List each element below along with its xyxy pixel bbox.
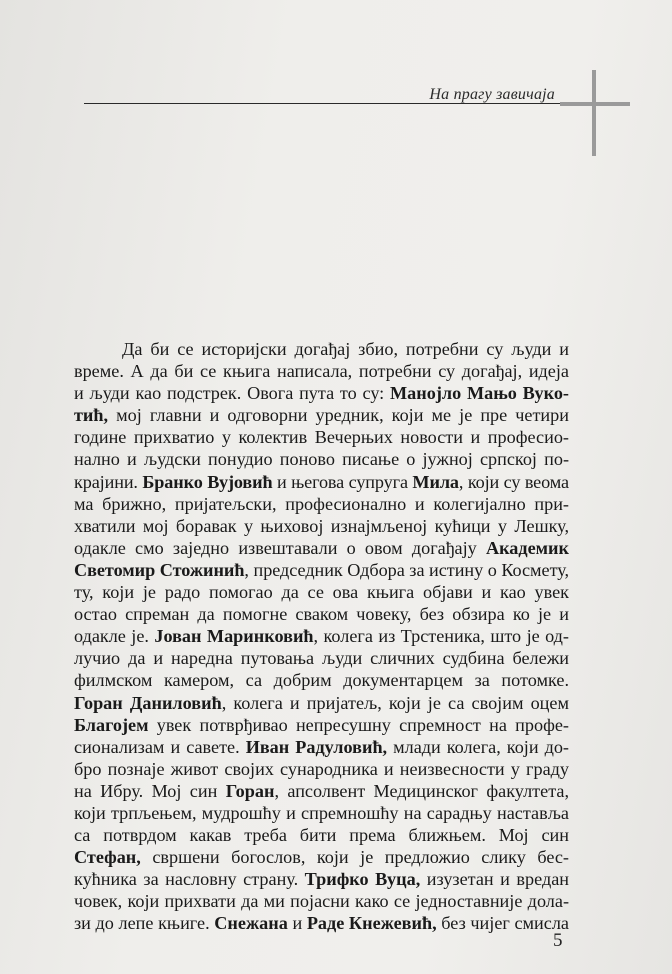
bold-name: Снежана bbox=[214, 913, 288, 934]
text-line bbox=[74, 669, 569, 691]
page-number: 5 bbox=[553, 930, 563, 951]
text-line bbox=[74, 493, 569, 515]
bold-name: Иван Радуловић, bbox=[245, 736, 388, 757]
text-line bbox=[74, 360, 569, 382]
text-run: ма брижно, пријатељски, професионално и колегијално при- bbox=[74, 493, 569, 514]
text-run: млади колега, који до- bbox=[387, 736, 569, 757]
text-line bbox=[74, 912, 569, 934]
text-line bbox=[74, 338, 569, 360]
text-run: човек, који прихвати да ми појасни како се једноставније дола- bbox=[74, 891, 569, 912]
text-run: одакле је. bbox=[74, 626, 155, 647]
bold-name: Горан Даниловић bbox=[74, 692, 222, 713]
text-run: , колега и пријатељ, који је са својим оцем bbox=[221, 692, 569, 713]
bold-name: Мила bbox=[412, 471, 459, 492]
text-run: на Ибру. Мој син bbox=[74, 780, 226, 801]
text-run: хватили мој боравак у њиховој изнајмљеној кућици у Лешку, bbox=[74, 515, 569, 536]
text-line bbox=[74, 382, 569, 404]
cross-ornament-vertical bbox=[592, 70, 596, 156]
bold-name: Благојем bbox=[74, 714, 149, 735]
text-run: године прихватио у колектив Вечерњих новости и професио- bbox=[74, 427, 569, 448]
text-run: и bbox=[287, 913, 307, 934]
text-line bbox=[74, 736, 569, 758]
text-line bbox=[74, 692, 569, 714]
text-run: сионализам и савете. bbox=[74, 736, 246, 757]
text-run: одакле смо заједно извештавали о овом догађају bbox=[74, 537, 486, 558]
text-line bbox=[74, 404, 569, 426]
text-run: и његова супруга bbox=[272, 471, 413, 492]
text-run: , апсолвент Медицинског факултета, bbox=[274, 780, 569, 801]
text-line bbox=[74, 537, 569, 559]
text-run: мој главни и одговорни уредник, који ме је пре четири bbox=[108, 405, 569, 426]
text-line bbox=[74, 448, 569, 470]
bold-name: Трифко Вуца, bbox=[304, 869, 421, 890]
bold-name: тић, bbox=[74, 405, 109, 426]
bold-name: Светомир Стожинић bbox=[74, 559, 245, 580]
bold-name: Академик bbox=[485, 537, 569, 558]
text-line bbox=[74, 868, 569, 890]
text-line bbox=[74, 802, 569, 824]
bold-name: Горан bbox=[225, 780, 275, 801]
bold-name: Бранко Вујовић bbox=[142, 471, 273, 492]
text-run: и људи као подстрек. Овога пута то су: bbox=[74, 383, 391, 404]
text-line bbox=[74, 471, 569, 493]
text-run: , колега из Трстеника, што је од- bbox=[313, 626, 569, 647]
text-run: остао спреман да помогне сваком човеку, без обзира ко је и bbox=[74, 604, 569, 625]
bold-name: Раде Кнежевић, bbox=[306, 913, 437, 934]
text-run: крајини. bbox=[74, 471, 143, 492]
text-run: свршени богослов, који је предложио слику бес- bbox=[140, 847, 569, 868]
text-line bbox=[74, 426, 569, 448]
bold-name: Манојло Мањо Вуко- bbox=[390, 383, 569, 404]
text-line bbox=[74, 603, 569, 625]
text-run: , који су веома bbox=[458, 471, 569, 492]
text-run: који трпљењем, мудрошћу и спремношћу на сарадњу наставља bbox=[74, 802, 569, 823]
text-line bbox=[74, 824, 569, 846]
text-run: лучио да и наредна путовања људи сличних судбина бележи bbox=[74, 648, 569, 669]
text-line bbox=[74, 515, 569, 537]
text-line bbox=[74, 758, 569, 780]
text-run: филмском камером, са добрим документарцем за потомке. bbox=[74, 670, 569, 691]
text-run: , председник Одбора за истину о Космету, bbox=[244, 559, 569, 580]
text-run: бро познаје живот својих сународника и неизвесности у граду bbox=[74, 758, 569, 779]
text-line bbox=[74, 581, 569, 603]
text-line bbox=[74, 625, 569, 647]
text-line bbox=[74, 890, 569, 912]
text-run: кућника за насловну страну. bbox=[74, 869, 305, 890]
text-run: ту, који је радо помогао да се ова књига објави и као увек bbox=[74, 582, 569, 603]
text-line bbox=[74, 846, 569, 868]
body-paragraph bbox=[74, 338, 569, 935]
running-header-title: На прагу завичаја bbox=[429, 86, 555, 103]
text-run: без чијег смисла bbox=[436, 913, 570, 934]
text-run: увек потврђивао непресушну спремност на профе- bbox=[148, 714, 569, 735]
text-run: Да би се историјски догађај збио, потребни су људи и bbox=[122, 339, 569, 359]
text-line bbox=[74, 714, 569, 736]
text-run: са потврдом какав треба бити према ближњем. Мој син bbox=[74, 825, 569, 846]
cross-ornament-horizontal bbox=[560, 102, 630, 106]
text-run: време. А да би се књига написала, потребни су догађај, идеја bbox=[74, 361, 569, 382]
text-run: изузетан и вредан bbox=[420, 869, 570, 890]
text-run: зи до лепе књиге. bbox=[74, 913, 215, 934]
text-line bbox=[74, 647, 569, 669]
bold-name: Стефан, bbox=[74, 847, 141, 868]
text-run: нално и људски понудио поново писање о јужној српској по- bbox=[74, 449, 569, 470]
text-line bbox=[74, 559, 569, 581]
bold-name: Јован Маринковић bbox=[154, 626, 314, 647]
text-line bbox=[74, 780, 569, 802]
